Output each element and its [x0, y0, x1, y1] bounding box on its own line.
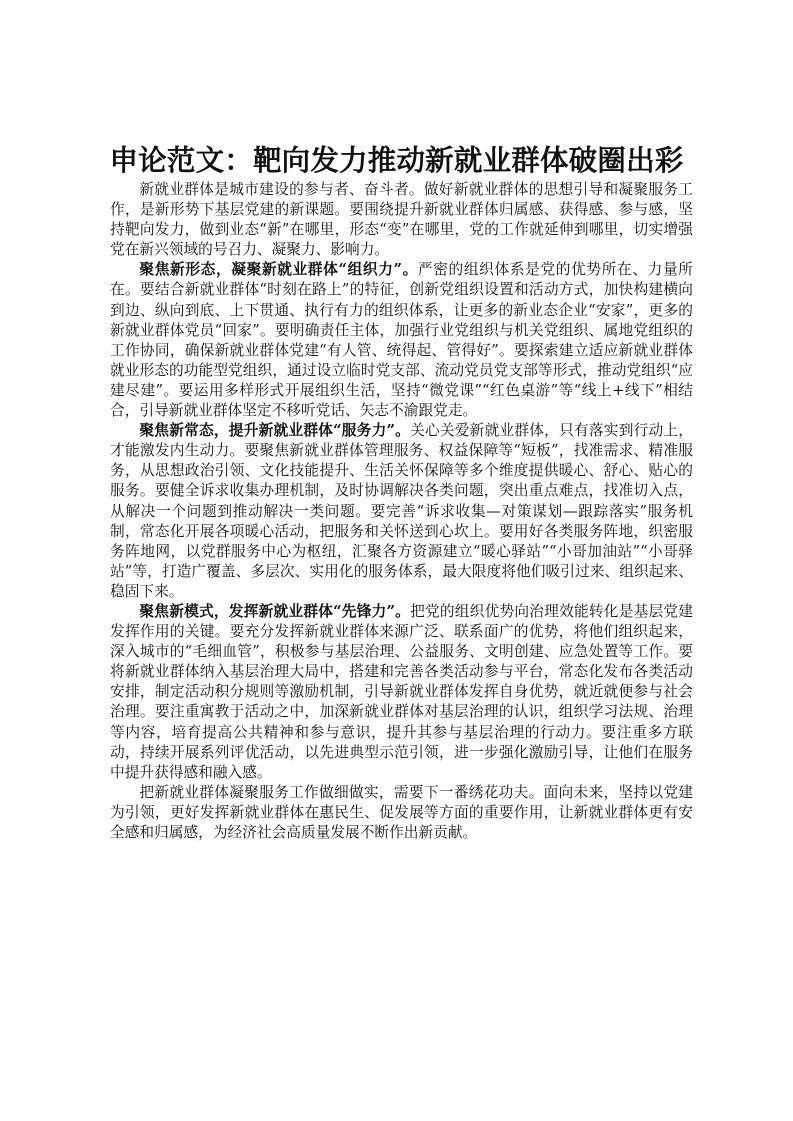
section-paragraph-service — [110, 421, 693, 602]
section-text: 严密的组织体系是党的优势所在、力量所在。要结合新就业群体“时刻在路上”的特征，创新党组织设置和活动方式，加快构建横向到边、纵向到底、上下贯通、执行有力的组织体系，让更多的新业态企业“安家”，更多的新就业群体党员“回家”。要明确责任主体，加强行业党组织与机关党组织、属地党组织的工作协同，确保新就业群体党建“有人管、统得起、管得好”。要探索建立适应新就业群体就业形态的功能型党组织，通过设立临时党支部、流动党员党支部等形式，推动党组织“应建尽建”。要运用多样形式开展组织生活，坚持“微党课”“红色桌游”等“线上+线下”相结合，引导新就业群体坚定不移听党话、矢志不渝跟党走。 — [110, 261, 693, 420]
section-text: 把党的组织优势向治理效能转化是基层党建发挥作用的关键。要充分发挥新就业群体来源广泛、联系面广的优势，将他们组织起来，深入城市的“毛细血管”，积极参与基层治理、公益服务、文明创建、应急处置等工作。要将新就业群体纳入基层治理大局中，搭建和完善各类活动参与平台，常态化发布各类活动安排，制定活动积分规则等激励机制，引导新就业群体发挥自身优势，就近就便参与社会治理。要注重寓教于活动之中，加深新就业群体对基层治理的认识，组织学习法规、治理等内容，培育提高公共精神和参与意识，提升其参与基层治理的行动力。要注重多方联动，持续开展系列评优活动，以先进典型示范引领，进一步强化激励引导，让他们在服务中提升获得感和融入感。 — [110, 602, 693, 781]
section-heading: 聚焦新形态，凝聚新就业群体“组织力”。 — [139, 261, 418, 279]
section-paragraph-vanguard — [110, 602, 693, 783]
conclusion-paragraph: 把新就业群体凝聚服务工作做细做实，需要下一番绣花功夫。面向未来，坚持以党建为引领，更好发挥新就业群体在惠民生、促发展等方面的重要作用，让新就业群体更有安全感和归属感，为经济社会高质量发展不断作出新贡献。 — [110, 783, 693, 841]
intro-paragraph: 新就业群体是城市建设的参与者、奋斗者。做好新就业群体的思想引导和凝聚服务工作，是新形势下基层党建的新课题。要围绕提升新就业群体归属感、获得感、参与感，坚持靶向发力，做到业态“新”在哪里，形态“变”在哪里，党的工作就延伸到哪里，切实增强党在新兴领域的号召力、凝聚力、影响力。 — [110, 181, 693, 259]
document-title: 申论范文：靶向发力推动新就业群体破圈出彩 — [109, 144, 684, 177]
section-paragraph-organization — [110, 260, 693, 421]
section-heading: 聚焦新模式，发挥新就业群体“先锋力”。 — [139, 602, 411, 620]
section-text: 关心关爱新就业群体，只有落实到行动上，才能激发内生动力。要聚焦新就业群体管理服务、权益保障等“短板”，找准需求、精准服务，从思想政治引领、文化技能提升、生活关怀保障等多个维度提供暖心、舒心、贴心的服务。要健全诉求收集办理机制，及时协调解决各类问题，突出重点难点，找准切入点，从解决一个问题到推动解决一类问题。要完善“诉求收集—对策谋划—跟踪落实”服务机制，常态化开展各项暖心活动，把服务和关怀送到心坎上。要用好各类服务阵地，织密服务阵地网，以党群服务中心为枢纽，汇聚各方资源建立“暖心驿站”“小哥加油站”“小哥驿站”等，打造广覆盖、多层次、实用化的服务体系，最大限度将他们吸引过来、组织起来、稳固下来。 — [110, 422, 693, 600]
section-heading: 聚焦新常态，提升新就业群体“服务力”。 — [139, 422, 411, 440]
document-body — [110, 180, 693, 843]
